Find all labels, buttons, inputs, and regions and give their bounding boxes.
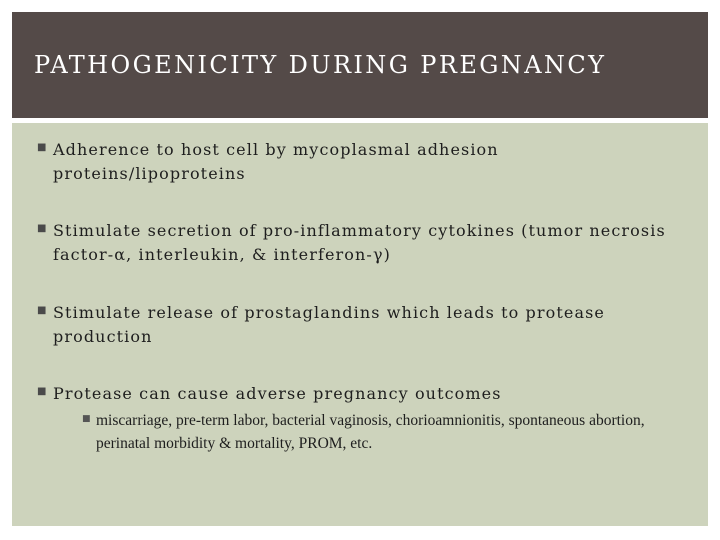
square-bullet-icon: ■ bbox=[37, 142, 47, 153]
title-bar bbox=[12, 12, 708, 118]
content-area bbox=[12, 123, 708, 526]
bullet-text: Adherence to host cell by mycoplasmal adhesion proteins/lipoproteins bbox=[53, 140, 499, 183]
sub-bullet-text: miscarriage, pre-term labor, bacterial vaginosis, chorioamnionitis, spontaneous abortion, perinatal morbidity & mortality, PROM, etc. bbox=[96, 412, 645, 452]
bullet-text: Stimulate release of prostaglandins which leads to protease production bbox=[53, 303, 605, 346]
bullet-text: Stimulate secretion of pro-inflammatory cytokines (tumor necrosis factor-α, interleukin, & interferon-γ) bbox=[53, 221, 666, 264]
bullet-text: Protease can cause adverse pregnancy outcomes bbox=[53, 384, 502, 403]
small-square-bullet-icon: ■ bbox=[82, 414, 91, 424]
slide-title: PATHOGENICITY DURING PREGNANCY bbox=[34, 51, 607, 79]
square-bullet-icon: ■ bbox=[37, 386, 47, 397]
square-bullet-icon: ■ bbox=[37, 305, 47, 316]
square-bullet-icon: ■ bbox=[37, 223, 47, 234]
